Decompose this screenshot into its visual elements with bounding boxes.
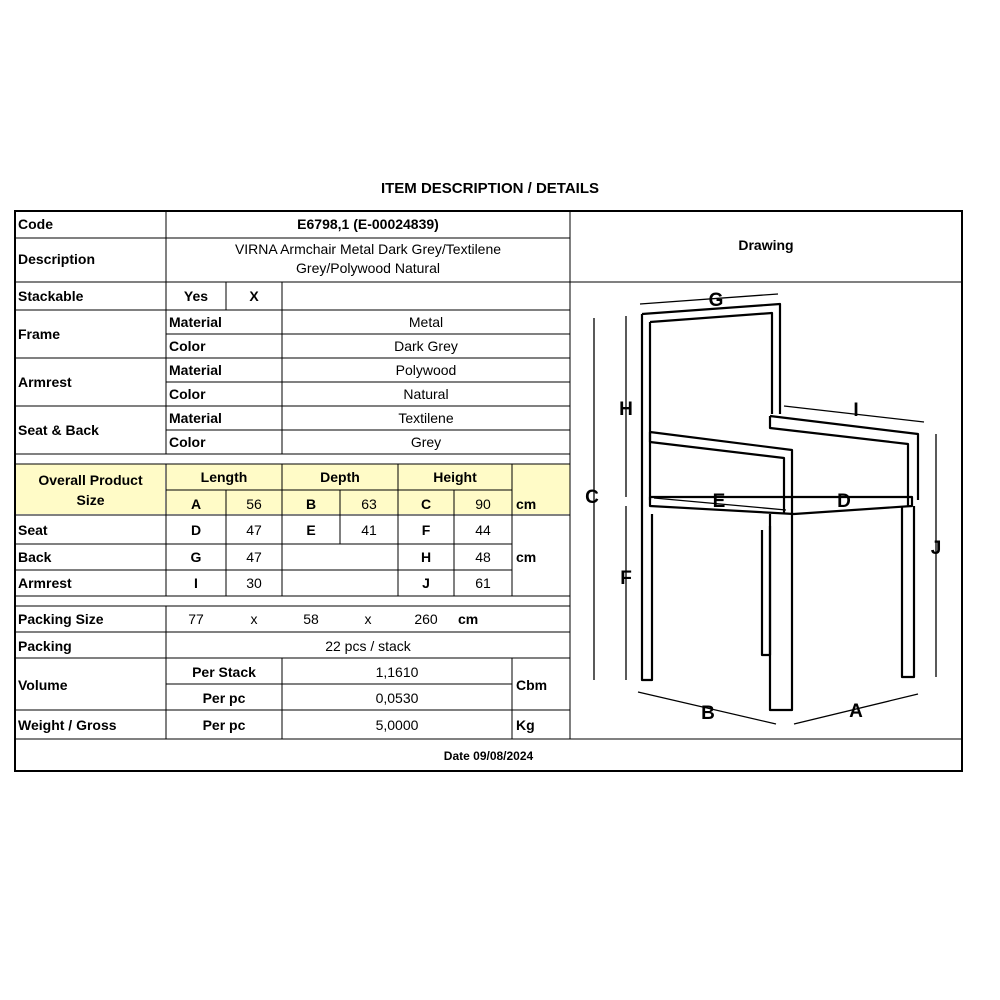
drawing-label: Drawing	[738, 237, 794, 253]
table-grid	[14, 210, 963, 772]
dim-h-letter: H	[420, 549, 432, 565]
description-line2: Grey/Polywood Natural	[296, 260, 440, 276]
drawing-letter-a: A	[849, 701, 863, 722]
stackable-mark: X	[249, 288, 259, 304]
packing-size-label: Packing Size	[18, 611, 104, 627]
drawing-letter-i: I	[853, 400, 859, 421]
dim-b-value: 63	[361, 496, 377, 512]
volume-per-pc-value: 0,0530	[375, 690, 419, 706]
dim-h-value: 48	[475, 549, 491, 565]
description-line1: VIRNA Armchair Metal Dark Grey/Textilene	[234, 241, 502, 257]
dim-a-value: 56	[246, 496, 262, 512]
packing-size-x2: x	[364, 611, 372, 627]
seat-back-label: Seat & Back	[18, 422, 99, 438]
dim-a-letter: A	[190, 496, 202, 512]
per-stack-value: 1,1610	[375, 664, 419, 680]
frame-label: Frame	[18, 326, 61, 342]
weight-label: Weight / Gross	[18, 717, 117, 733]
back-size-label: Back	[18, 549, 52, 565]
drawing-letter-b: B	[701, 703, 715, 724]
volume-unit: Cbm	[516, 677, 548, 693]
packing-size-v3: 260	[414, 611, 438, 627]
seat-back-color-label: Color	[169, 434, 206, 450]
seat-back-material-label: Material	[169, 410, 222, 426]
frame-material-label: Material	[169, 314, 222, 330]
drawing-letter-e: E	[712, 491, 726, 512]
size-header-line2: Size	[76, 492, 105, 508]
stackable-label: Stackable	[18, 288, 84, 304]
weight-value: 5,0000	[375, 717, 419, 733]
drawing-letter-h: H	[619, 399, 633, 420]
page-title: ITEM DESCRIPTION / DETAILS	[380, 180, 600, 197]
size-header-line1: Overall Product	[38, 472, 143, 488]
seat-back-material: Textilene	[398, 410, 454, 426]
date-label: Date 09/08/2024	[443, 749, 534, 763]
armrest-color: Natural	[403, 386, 449, 402]
volume-label: Volume	[18, 677, 68, 693]
packing-size-x1: x	[250, 611, 258, 627]
item-details-sheet	[14, 210, 963, 772]
depth-label: Depth	[320, 469, 360, 485]
code-label: Code	[18, 216, 53, 232]
dim-e-value: 41	[361, 522, 377, 538]
dim-f-letter: F	[421, 522, 431, 538]
dim-g-letter: G	[190, 549, 202, 565]
dim-i-letter: I	[194, 575, 198, 591]
volume-per-pc-label: Per pc	[202, 690, 246, 706]
seat-back-color: Grey	[410, 434, 442, 450]
packing-value: 22 pcs / stack	[325, 638, 411, 654]
dim-i-value: 30	[246, 575, 262, 591]
packing-size-v2: 58	[303, 611, 319, 627]
armrest-material: Polywood	[395, 362, 457, 378]
height-label: Height	[433, 469, 477, 485]
armrest-material-label: Material	[169, 362, 222, 378]
description-label: Description	[18, 251, 96, 267]
armrest-color-label: Color	[169, 386, 206, 402]
armrest-size-label: Armrest	[18, 575, 72, 591]
drawing-letter-c: C	[585, 487, 599, 508]
frame-color-label: Color	[169, 338, 206, 354]
frame-material: Metal	[408, 314, 444, 330]
packing-size-unit: cm	[458, 611, 479, 627]
back-unit: cm	[516, 549, 537, 565]
dim-e-letter: E	[306, 522, 316, 538]
dim-j-value: 61	[475, 575, 491, 591]
drawing-letter-g: G	[708, 290, 724, 311]
packing-label: Packing	[18, 638, 72, 654]
code-value: E6798,1 (E-00024839)	[297, 216, 439, 232]
weight-per-pc-label: Per pc	[202, 717, 246, 733]
armrest-label: Armrest	[18, 374, 72, 390]
seat-size-label: Seat	[18, 522, 48, 538]
dim-j-letter: J	[422, 575, 430, 591]
dim-d-letter: D	[190, 522, 202, 538]
frame-color: Dark Grey	[394, 338, 458, 354]
overall-unit: cm	[516, 496, 537, 512]
per-stack-label: Per Stack	[192, 664, 256, 680]
dim-d-value: 47	[246, 522, 262, 538]
dim-f-value: 44	[475, 522, 491, 538]
dim-g-value: 47	[246, 549, 262, 565]
weight-unit: Kg	[516, 717, 535, 733]
dim-b-letter: B	[305, 496, 317, 512]
drawing-letter-j: J	[930, 538, 942, 559]
length-label: Length	[200, 469, 248, 485]
stackable-yes: Yes	[183, 288, 209, 304]
dim-c-letter: C	[420, 496, 432, 512]
drawing-letter-d: D	[837, 491, 851, 512]
drawing-letter-f: F	[620, 568, 632, 589]
packing-size-v1: 77	[188, 611, 204, 627]
dim-c-value: 90	[475, 496, 491, 512]
